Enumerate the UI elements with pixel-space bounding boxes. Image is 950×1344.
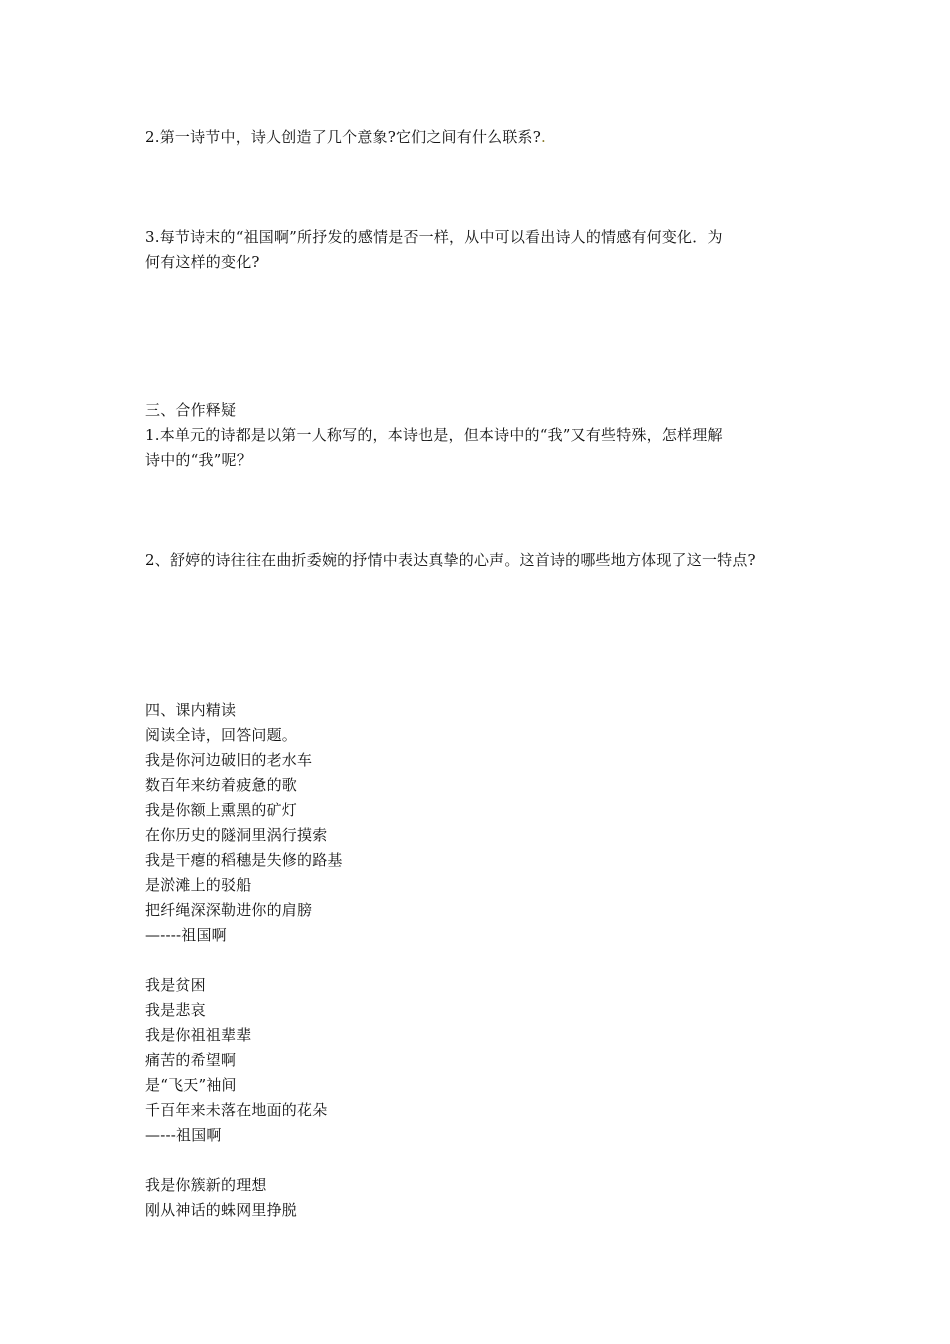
poem-line: 我是你额上熏黑的矿灯: [145, 801, 298, 819]
section-3-question-2: 2、舒婷的诗往往在曲折委婉的抒情中表达真挚的心声。这首诗的哪些地方体现了这一特点?: [145, 551, 756, 569]
question-2-trailing-mark: .: [541, 128, 546, 146]
poem-line: 刚从神话的蛛网里挣脱: [145, 1201, 298, 1219]
section-3-question-1-line-1: 1.本单元的诗都是以第一人称写的，本诗也是，但本诗中的“我”又有些特殊，怎样理解: [145, 426, 723, 444]
poem-line: 痛苦的希望啊: [145, 1051, 237, 1069]
poem-refrain: —---祖国啊: [145, 1126, 222, 1144]
poem-line: 我是你河边破旧的老水车: [145, 751, 313, 769]
poem-line: 在你历史的隧洞里涡行摸索: [145, 826, 328, 844]
question-3-line-2: 何有这样的变化?: [145, 253, 260, 271]
section-4-instruction: 阅读全诗，回答问题。: [145, 726, 298, 744]
poem-line: 把纤绳深深勒进你的肩膀: [145, 901, 313, 919]
question-2-text: 2.第一诗节中，诗人创造了几个意象?它们之间有什么联系?: [145, 128, 541, 146]
poem-line: 数百年来纺着疲惫的歌: [145, 776, 298, 794]
question-2: [145, 125, 546, 150]
poem-line: 我是贫困: [145, 976, 206, 994]
section-4-heading: 四、课内精读: [145, 701, 237, 719]
poem-line: 千百年来未落在地面的花朵: [145, 1101, 328, 1119]
poem-refrain: —----祖国啊: [145, 926, 227, 944]
poem-line: 我是你簇新的理想: [145, 1176, 267, 1194]
section-3-question-1-line-2: 诗中的“我”呢？: [145, 451, 252, 469]
poem-line: 我是你祖祖辈辈: [145, 1026, 252, 1044]
question-3-line-1: 3.每节诗末的“祖国啊”所抒发的感情是否一样，从中可以看出诗人的情感有何变化．为: [145, 228, 723, 246]
section-3-heading: 三、合作释疑: [145, 401, 237, 419]
poem-line: 我是悲哀: [145, 1001, 206, 1019]
poem-line: 我是干瘪的稻穗是失修的路基: [145, 851, 343, 869]
poem-line: 是淤滩上的驳船: [145, 876, 252, 894]
poem-line: 是“飞天”袖间: [145, 1076, 237, 1094]
